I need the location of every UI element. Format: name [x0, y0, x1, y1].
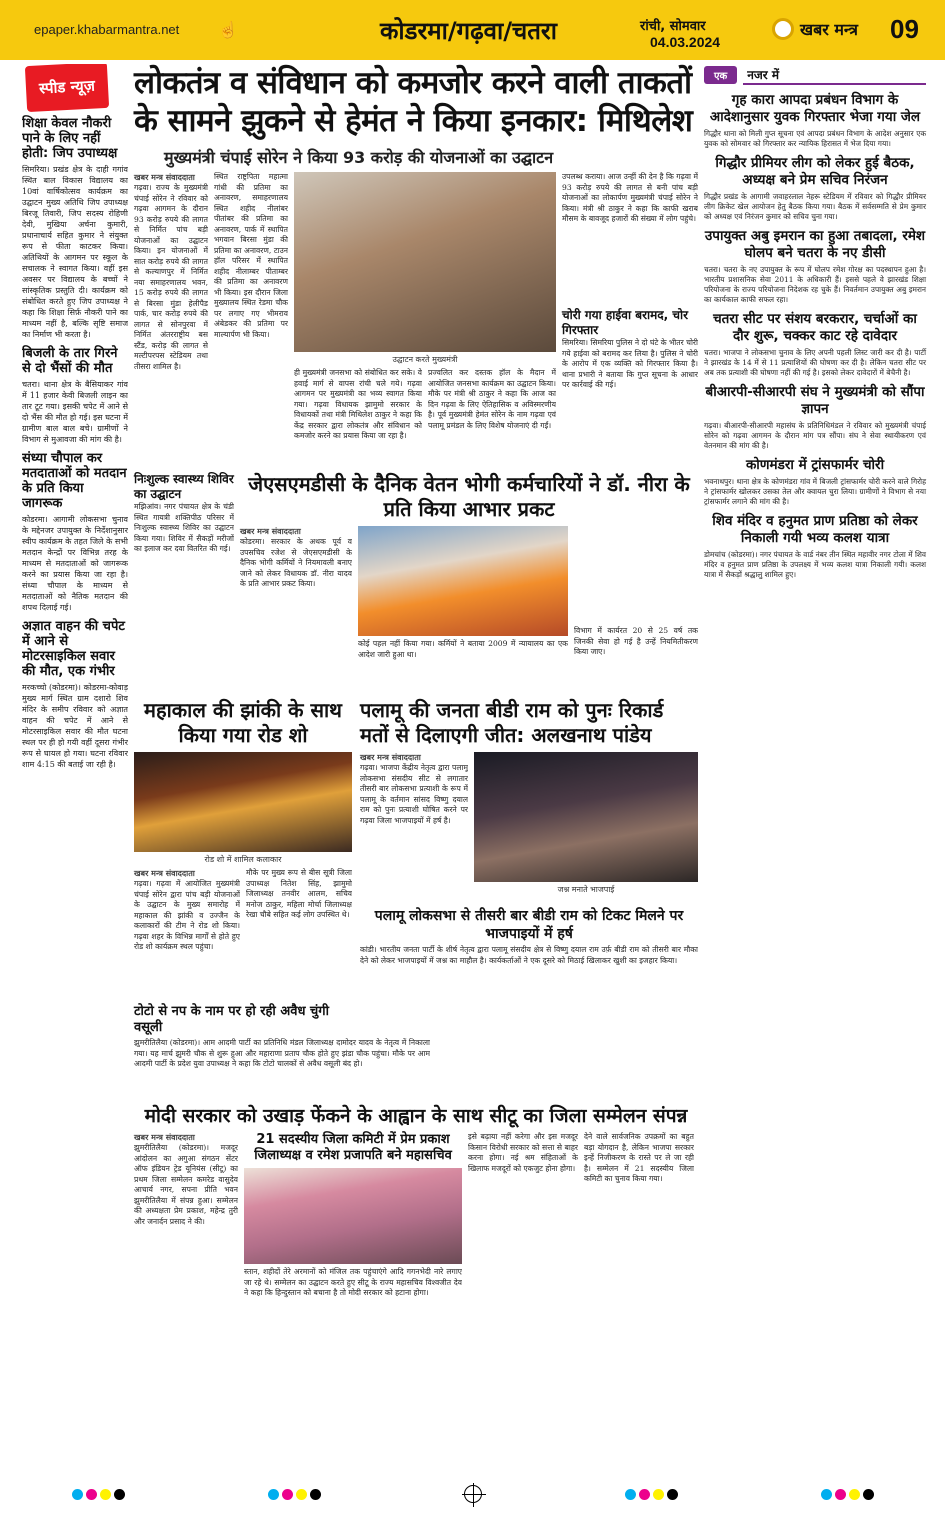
- citu-body-4: देने वाले सार्वजनिक उपक्रमों का बहुत बड़ा योगदान है, लेकिन भाजपा सरकार इन्हें निजीकरण के रास्ते पर ले जा रही है। सम्मेलन में 21 सदस्यीय जिला कमिटी का चुनाव किया गया।: [584, 1132, 694, 1183]
- bdram-byline: खबर मन्त्र संवाददाता: [360, 753, 421, 762]
- left-story-2-body: चतरा। थाना क्षेत्र के बैसियाकर गांव में 11 हजार केवी बिजली लाइन का तार टूट गया। इसकी चपेट में आने से दो भैंस की मौत हो गई। इस घटना में ग्रामीण बाल बाल बचे। ग्रामीणों ने विभाग से मुआवजा की मांग की है।: [22, 380, 128, 444]
- lead-body-5: उपलब्ध कराया। आज उन्हीं की देन है कि गढ़वा में 93 करोड़ रुपये की लागत से बनी पांच बड़ी योजनाओं का लोकार्पण मुख्यमंत्री चंपाई सोरेन ने किया। मंत्री श्री ठाकुर ने कहा कि काफी खराब मौसम के बावजूद हजारों की संख्या में लोग पहुंचे।: [562, 172, 698, 223]
- bdram-body: गढ़वा। भाजपा केंद्रीय नेतृत्व द्वारा पलामू लोकसभा संसदीय सीट से लगातार तीसरी बार लोकसभा प्रत्याशी के रूप में पलामू के वर्तमान सांसद विष्णु दयाल राम को पुनः प्रत्याशी घोषित करने पर गढ़वा जिला भाजपाइयों में हर्ष है।: [360, 763, 468, 825]
- citu-body: झुमरीतिलैया (कोडरमा)। मजदूर आंदोलन का अगुआ संगठन सेंटर ऑफ इंडियन ट्रेड यूनियंस (सीटू) का प्रथम जिला सम्मेलन कमरेड वासुदेव आचार्य नगर, सपना प्रीति भवन झुमरीतिलैया में संपन्न हुआ। सम्मेलन की अध्यक्षता प्रेम प्रकाश, महेन्द्र तुरी और जनार्दन प्रसाद ने की।: [134, 1143, 238, 1226]
- mahakal-byline: खबर मन्त्र संवाददाता: [134, 869, 195, 878]
- lead-body-4: प्रज्वलित कर दस्तक हॉल के मैदान में आयोजित जनसभा कार्यक्रम का उद्घाटन किया। मौके पर मंत्री श्री ठाकुर ने कहा कि आज का दिन गढ़वा के लिए ऐतिहासिक व अविस्मरणीय है। पूर्व मुख्यमंत्री हेमंत सोरेन के नाम गढ़वा एवं पलामू प्रमंडल के लिए विशेष योजनाएं दी गईं।: [428, 368, 556, 430]
- right-story-3-title[interactable]: उपायुक्त अबु इमरान का हुआ तबादला, रमेश घोलप बने चतरा के नए डीसी: [704, 228, 926, 261]
- right-story-4-body: चतरा। भाजपा ने लोकसभा चुनाव के लिए अपनी पहली लिस्ट जारी कर दी है। पार्टी ने झारखंड के 14 में से 11 प्रत्याशियों की घोषणा कर दी है। लेकिन चतरा सीट पर अब तक प्रत्याशी की घोषणा नहीं की गई है। इसको लेकर दावेदारों में बेचैनी है।: [704, 348, 926, 377]
- health-camp-body: मझिआंव। नगर पंचायत क्षेत्र के चंडी स्थित गायत्री शक्तिपीठ परिसर में निःशुल्क स्वास्थ्य शिविर का उद्घाटन किया गया। शिविर में सैकड़ों मरीजों का इलाज कर दवा वितरित की गई।: [134, 502, 234, 553]
- right-story-3-body: चतरा। चतरा के नए उपायुक्त के रूप में घोलप रमेश गोरक्ष का पदस्थापन हुआ है। भारतीय प्रशासनिक सेवा 2011 के अधिकारी हैं। इससे पहले वे झारखंड शिक्षा परियोजना के राज्य परियोजना निदेशक रह चुके हैं। निवर्तमान उपायुक्त अबु इमरान का कार्यकाल काफी सफल रहा।: [704, 265, 926, 304]
- print-registration-marks: [0, 1484, 945, 1504]
- citu-body-3: इसे बढ़ाया नहीं करेगा और इस मजदूर किसान विरोधी सरकार को सत्ता से बाहर करना होगा। नई श्रम संहिताओं के खिलाफ मजदूरों को एकजुट होना होगा।: [468, 1132, 578, 1173]
- right-story-4-title[interactable]: चतरा सीट पर संशय बरकरार, चर्चाओं का दौर शुरू, चक्कर काट रहे दावेदार: [713, 311, 917, 344]
- right-story-5-title[interactable]: बीआरपी-सीआरपी संघ ने मुख्यमंत्री को सौंपा ज्ञापन: [705, 384, 925, 417]
- left-story-3-title[interactable]: संध्या चौपाल कर मतदाताओं को मतदान के प्रति किया जागरूक: [22, 451, 127, 511]
- lead-headline[interactable]: लोकतंत्र व संविधान को कमजोर करने वाली ताकतों के सामने झुकने से हेमंत ने किया इनकार: मिथिलेश: [134, 65, 693, 139]
- brand-name: खबर मन्त्र: [800, 20, 858, 39]
- right-story-7-title[interactable]: शिव मंदिर व हनुमत प्राण प्रतिष्ठा को लेकर निकाली गयी भव्य कलश यात्रा: [712, 513, 918, 546]
- cursor-icon: ☝: [218, 20, 238, 39]
- right-story-7-body: डोमचांच (कोडरमा)। नगर पंचायत के वार्ड नंबर तीन स्थित महावीर नगर टोला में शिव मंदिर व हनुमत प्राण प्रतिष्ठा के उपलक्ष्य में भव्य कलश यात्रा निकाली गयी। कलश यात्रा में सैकड़ों श्रद्धालु शामिल हुए।: [704, 550, 926, 579]
- brand-logo: [772, 18, 858, 40]
- citu-headline[interactable]: मोदी सरकार को उखाड़ फेंकने के आह्वान के साथ सीटू का जिला सम्मेलन संपन्न: [144, 1105, 688, 1127]
- logo-icon: [772, 18, 794, 40]
- section-title: कोडरमा/गढ़वा/चतरा: [380, 17, 557, 45]
- right-column: [704, 64, 926, 580]
- jsmdc-byline: खबर मन्त्र संवाददाता: [240, 527, 301, 536]
- left-column: [22, 64, 128, 1464]
- mahakal-caption: रोड शो में शामिल कलाकार: [204, 855, 282, 864]
- toll-body: झुमरीतिलैया (कोडरमा)। आम आदमी पार्टी का प्रतिनिधि मंडल जिलाध्यक्ष दामोदर यादव के नेतृत्व में निकाला गया। यह मार्च झुमरी चौक से शुरू हुआ और महाराणा प्रताप चौक होते हुए झंडा चौक पहुंचा। मौके पर आम आदमी पार्टी के प्रदेश युवा उपाध्यक्ष ने कहा कि टोटो चालकों से अवैध वसूली बंद हो।: [134, 1038, 430, 1068]
- right-story-2-title[interactable]: गिद्धौर प्रीमियर लीग को लेकर हुई बैठक, अध्यक्ष बने प्रेम सचिव निरंजन: [715, 155, 915, 188]
- at-a-glance-tag: एक: [704, 66, 737, 84]
- lead-body-3: ही मुख्यमंत्री जनसभा को संबोधित कर सके। वे हवाई मार्ग से वापस रांची चले गये। गढ़वा आगमन पर मुख्यमंत्री का भव्य स्वागत किया गया। गढ़वा विधायक झामुमो सरकार के विधायकों तथा मंत्री मिथिलेश ठाकुर ने कहा कि केंद्र सरकार द्वारा लोकतंत्र और संविधान को कमजोर करने का प्रयास किया जा रहा है।: [294, 368, 422, 440]
- bdram-photo: [474, 752, 698, 882]
- speed-news-badge: स्पीड न्यूज़: [25, 64, 109, 112]
- lead-byline: खबर मन्त्र संवाददाता: [134, 173, 195, 182]
- citu-byline: खबर मन्त्र संवाददाता: [134, 1133, 195, 1142]
- palamu-headline[interactable]: पलामू लोकसभा से तीसरी बार बीडी राम को टिकट मिलने पर भाजपाइयों में हर्ष: [374, 908, 684, 942]
- color-dots-mid-right: [625, 1489, 678, 1500]
- lead-body-1: गढ़वा। राज्य के मुख्यमंत्री चंपाई सोरेन ने रविवार को गढ़वा आगमन के दौरान 93 करोड़ रुपये की लागत से निर्मित पांच बड़ी योजनाओं का उद्घाटन किया। इन योजनाओं में सात करोड़ रुपये की लागत से कल्याणपुर में निर्मित नया समाहरणालय भवन, 15 करोड़ रुपये की लागत से बिरसा मुंडा हेलीपैड पार्क, चार करोड़ रुपये की लागत से सोनपुरवा में निर्मित अंतरराष्ट्रीय बस स्टैंड, करोड़ की लागत से मल्टीपरपस स्टेडियम तथा तीसरा शामिल है।: [134, 183, 208, 371]
- right-story-6-body: भवनाथपुर। थाना क्षेत्र के कोणमंडरा गांव में बिजली ट्रांसफार्मर चोरी करने वाले गिरोह ने ट्रांसफार्मर खोलकर उसका तेल और क्वायल चुरा लिया। ग्रामीणों ने विभाग से नया ट्रांसफार्मर लगाने की मांग की है।: [704, 477, 926, 506]
- page-number: 09: [890, 14, 919, 44]
- left-story-1-body: सिमरिया। प्रखंड क्षेत्र के दाही गगांव स्थित बाल विकास विद्यालय का 10वां वार्षिकोत्सव कार्यक्रम का उद्घाटन मुख्य अतिथि जिप उपाध्यक्ष बिरजू तिवारी, जिप सदस्य रोहिणी देवी, मुखिया अर्चना कुमारी, प्रधानाचार्य सहित कुमार ने संयुक्त रूप से फीता काटकर किया। अतिथियों के आगमन पर स्कूल के सचालक ने स्वागत किया। वहीं इस अवसर पर विद्यालय के बच्चों ने सांस्कृतिक प्रस्तुति दी। कार्यक्रम को संबोधित करते हुए जिप उपाध्यक्ष ने कहा कि शिक्षा सिर्फ़ नौकरी पाने का माध्यम नहीं है, बल्कि सृष्टि समाज का निर्माण भी करता है।: [22, 165, 128, 339]
- mahakal-headline[interactable]: महाकाल की झांकी के साथ किया गया रोड शो: [144, 698, 342, 747]
- bdram-headline[interactable]: पलामू की जनता बीडी राम को पुनः रिकार्ड मतों से दिलाएगी जीत: अलखनाथ पांडेय: [360, 698, 664, 747]
- toll-headline[interactable]: टोटो से नप के नाम पर हो रही अवैध चुंगी वसूली: [134, 1004, 329, 1035]
- theft-title[interactable]: चोरी गया हाईवा बरामद, चोर गिरफ्तार: [562, 308, 689, 337]
- citu-photo: [244, 1168, 462, 1264]
- jsmdc-headline[interactable]: जेएसएमडीसी के दैनिक वेतन भोगी कर्मचारियों ने डॉ. नीरा के प्रति किया आभार प्रकट: [248, 472, 690, 521]
- palamu-body: कांडी। भारतीय जनता पार्टी के शीर्ष नेतृत्व द्वारा पलामू संसदीय क्षेत्र से विष्णु दयाल राम उर्फ़ बीडी राम को तीसरी बार मौका देने को लेकर भाजपाइयों में जश्न का माहौल है। कार्यकर्ताओं ने एक दूसरे को मिठाई खिलाकर खुशी का इजहार किया।: [360, 945, 698, 965]
- left-story-4-body: मरकच्चो (कोडरमा)। कोडरमा-कोवाड़ मुख्य मार्ग स्थित ग्राम दशारो शिव मंदिर के समीप रविवार को अज्ञात वाहन की चपेट में आने से मोटरसाइकिल सवार की मौत घटना स्थल पर ही हो गयी वहीं दूसरा गंभीर रूप से घायल हो गया। घटना रविवार शाम 4:15 की बताई जा रही है।: [22, 683, 128, 769]
- right-story-6-title[interactable]: कोणमंडरा में ट्रांसफार्मर चोरी: [745, 457, 885, 473]
- at-a-glance-title: नजर में: [743, 66, 926, 85]
- lead-body-2: स्थित राष्ट्रपिता महात्मा गांधी की प्रतिमा का अनावरण, समाहरणालय स्थित शहीद नीलांबर पीतांबर की प्रतिमा का अनावरण, पार्क में स्थापित भगवान बिरसा मुंडा की प्रतिमा का अनावरण, टाउन हॉल परिसर में स्थापित शहीद नीलाम्बर पीताम्बर की प्रतिमा का अनावरण भी किया। इस दौरान जिला मुख्यालय स्थित रेडमा चौक पर लगाए गए भीमराव अंबेडकर की प्रतिमा पर माल्यार्पण भी किया।: [214, 172, 288, 339]
- lead-photo-caption: उद्घाटन करते मुख्यमंत्री: [392, 355, 458, 364]
- color-dots-mid-left: [268, 1489, 321, 1500]
- lead-subhead: मुख्यमंत्री चंपाई सोरेन ने किया 93 करोड़ की योजनाओं का उद्घाटन: [164, 148, 554, 167]
- theft-body: सिमरिया। सिमरिया पुलिस ने दो घंटे के भीतर चोरी गये हाईवा को बरामद कर लिया है। पुलिस ने चोरी के आरोप में एक व्यक्ति को गिरफ्तार किया है। थाना प्रभारी ने बताया कि गुप्त सूचना के आधार पर कार्रवाई की गई।: [562, 338, 698, 389]
- right-story-5-body: गढ़वा। बीआरपी-सीआरपी महासंघ के प्रतिनिधिमंडल ने रविवार को मुख्यमंत्री चंपाई सोरेन को गढ़वा आगमन के दौरान मांग पत्र सौंपा। संघ ने सेवा स्थायीकरण एवं वेतनमान की मांग की है।: [704, 421, 926, 450]
- left-story-2-title[interactable]: बिजली के तार गिरने से दो भैंसों की मौत: [22, 346, 118, 376]
- jsmdc-body: कोडरमा। सरकार के अथक पूर्व व उपसचिव रजेश से जेएसएमडीसी के दैनिक भोगी कर्मियों ने नियमावली बनाए जाने को लेकर विधायक डॉ. नीरा यादव के प्रति आभार प्रकट किया।: [240, 537, 352, 588]
- edition-date: 04.03.2024: [650, 34, 721, 50]
- health-camp-title[interactable]: निःशुल्क स्वास्थ्य शिविर का उद्घाटन: [134, 472, 234, 501]
- site-url[interactable]: epaper.khabarmantra.net: [34, 22, 180, 37]
- main-area: [134, 64, 698, 1360]
- left-story-3-body: कोडरमा। आगामी लोकसभा चुनाव के मद्देनजर उपायुक्त के निर्देशानुसार स्वीप कार्यक्रम के तहत जिले के सभी मतदान केन्द्रों पर विभिन्न तरह के माध्यम से मतदाताओं को जागरूक करने का प्रयास किया जा रहा है। संध्या चौपाल के माध्यम से मतदाताओं को नैतिक मतदान की शपथ दिलाई गई।: [22, 515, 128, 612]
- lead-photo: [294, 172, 556, 352]
- right-story-1-title[interactable]: गृह कारा आपदा प्रबंधन विभाग के आदेशानुसार युवक गिरफ्तार भेजा गया जेल: [709, 92, 921, 125]
- color-dots-left: [72, 1489, 125, 1500]
- registration-cross-icon: [464, 1485, 482, 1503]
- masthead: [0, 0, 945, 60]
- jsmdc-body-2: विभाग में कार्यरत 20 से 25 वर्ष तक जिनकी सेवा हो गई है उन्हें नियमितीकरण किया जाए।: [574, 626, 698, 656]
- at-a-glance-bar: [704, 64, 926, 86]
- jsmdc-photo: [358, 526, 568, 636]
- mahakal-photo: [134, 752, 352, 852]
- mahakal-body-2: मौके पर मुख्य रूप से बीस सूत्री जिला उपाध्यक्ष नितेश सिंह, झामुमो जिलाध्यक्ष तनवीर आलम, सचिव मनोज ठाकुर, महिला मोर्चा जिलाध्यक्ष रेखा चौबे सहित कई लोग उपस्थित थे।: [246, 868, 352, 919]
- bdram-caption: जश्न मनाते भाजपाई: [557, 885, 615, 894]
- edition-city: रांची, सोमवार: [640, 19, 706, 34]
- right-story-2-body: गिद्धौर प्रखंड के आगामी जवाहरलाल नेहरू स्टेडियम में रविवार को गिद्धौर प्रीमियर लीग क्रिकेट खेल आयोजन हेतु बैठक किया गया। बैठक में सर्वसम्मति से प्रेम कुमार को अध्यक्ष एवं निरंजन कुमार को सचिव चुना गया।: [704, 192, 926, 221]
- jsmdc-caption-text: कोई पहल नहीं किया गया। कर्मियों ने बताया 2009 में न्यायालय का एक आदेश जारी हुआ था।: [358, 639, 568, 659]
- citu-body-2: स्तान, शहीदों तेरे अरमानों को मंजिल तक पहुंचाएंगे आदि गगनभेदी नारे लगाए जा रहे थे। सम्मेलन का उद्घाटन करते हुए सीटू के राज्य महासचिव विश्वजीत देव ने कहा कि हिन्दुस्तान को बचाना है तो मोदी सरकार को हटाना होगा।: [244, 1267, 462, 1297]
- citu-subhead: 21 सदस्यीय जिला कमिटी में प्रेम प्रकाश जिलाध्यक्ष व रमेश प्रजापति बने महासचिव: [254, 1132, 452, 1163]
- mahakal-body: गढ़वा। गढ़वा में आयोजित मुख्यमंत्री चंपाई सोरेन द्वारा पांच बड़ी योजनाओं के उद्घाटन के मुख्य समारोह में महाकाल की झांकी व उज्जैन के कलाकारों की टीम ने रोड शो किया। गढ़वा शहर के विभिन्न मार्गों से होते हुए रोड शो कार्यक्रम स्थल पहुंचा।: [134, 879, 240, 951]
- right-story-1-body: गिद्धौर थाना को मिली गुप्त सूचना एवं आपदा प्रबंधन विभाग के आदेश अनुसार एक युवक को सोमवार को गिरफ्तार कर न्यायिक हिरासत में भेज दिया गया।: [704, 129, 926, 148]
- color-dots-right: [821, 1489, 874, 1500]
- left-story-4-title[interactable]: अज्ञात वाहन की चपेट में आने से मोटरसाइकिल सवार की मौत, एक गंभीर: [22, 619, 125, 679]
- left-story-1-title[interactable]: शिक्षा केवल नौकरी पाने के लिए नहीं होती: जिप उपाध्यक्ष: [22, 116, 118, 161]
